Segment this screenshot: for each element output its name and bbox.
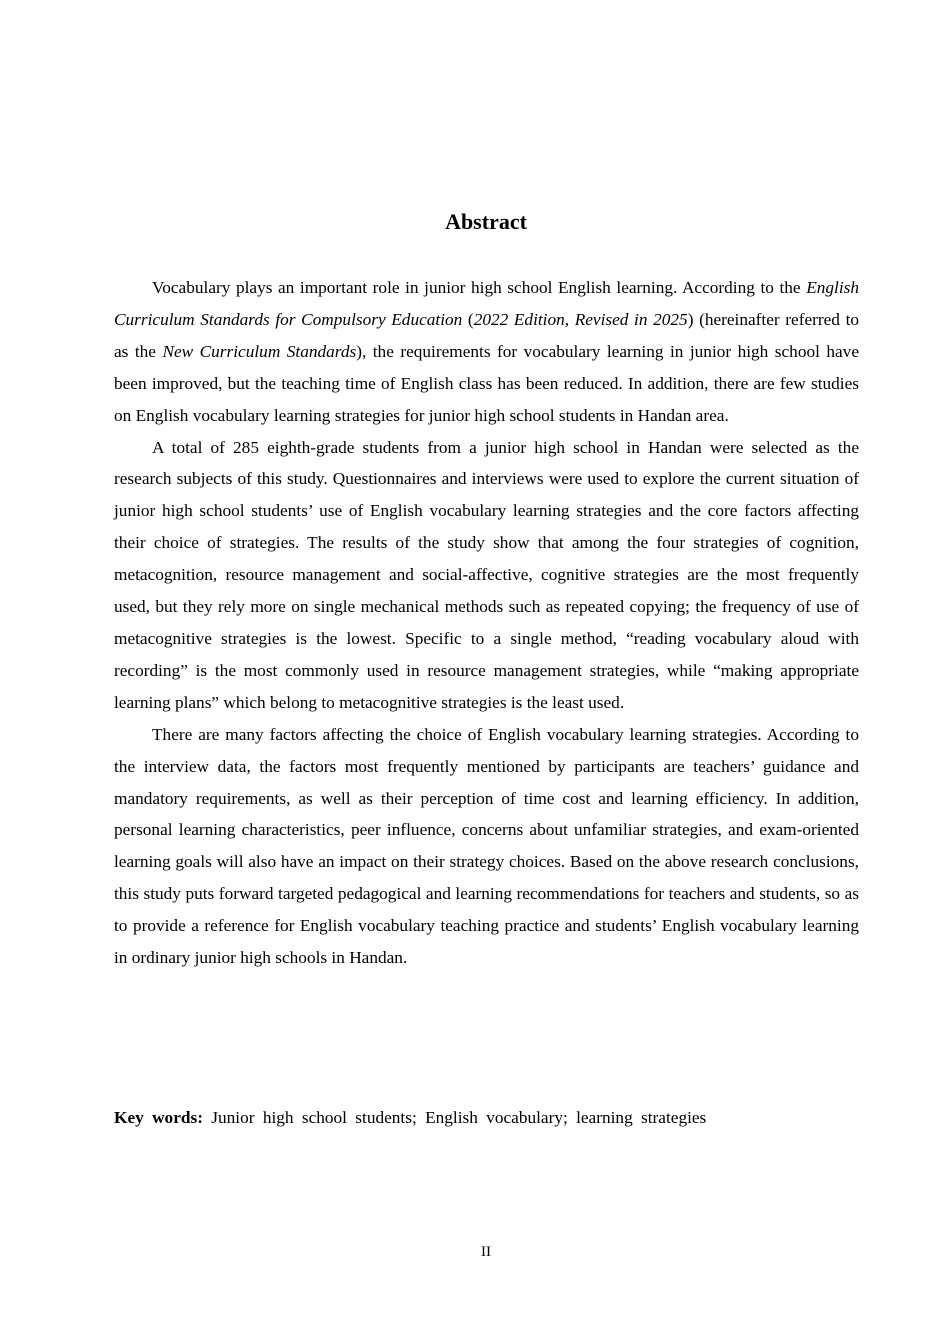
abstract-body — [114, 272, 859, 974]
abstract-paragraph-3 — [114, 719, 859, 974]
paragraph-text-segment: ), the requirements for vocabulary learning in junior high school have been improved, but the teaching time of English class has been reduced. In addition, there are few studies on English vocabulary learning strategies for junior high school students in Handan area. — [114, 341, 859, 425]
abstract-paragraph-2 — [114, 432, 859, 719]
keywords-label: Key words: — [114, 1108, 203, 1127]
paragraph-text-segment: ( — [462, 309, 474, 329]
paragraph-text-segment: Vocabulary plays an important role in junior high school English learning. According to the — [152, 278, 807, 297]
paragraph-text-segment: A total of 285 eighth-grade students from a junior high school in Handan were selected as the research subjects of this study. Questionnaires and interviews were used to explore the current situation of junior high school students’ use of English vocabulary learning strategies and the core factors affecting their choice of strategies. The results of the study show that among the four strategies of cognition, metacognition, resource management and social-affective, cognitive strategies are the most frequently used, but they rely more on single mechanical methods such as repeated copying; the frequency of use of metacognitive strategies is the lowest. Specific to a single method, “reading vocabulary aloud with recording” is the most commonly used in resource management strategies, while “making appropriate learning plans” which belong to metacognitive strategies is the least used. — [114, 437, 859, 712]
paragraph-text-segment: There are many factors affecting the choice of English vocabulary learning strategies. According to the interview data, the factors most frequently mentioned by participants are teachers’ guidance and mandatory requirements, as well as their perception of time cost and learning efficiency. In addition, personal learning characteristics, peer influence, concerns about unfamiliar strategies, and exam-oriented learning goals will also have an impact on their strategy choices. Based on the above research conclusions, this study puts forward targeted pedagogical and learning recommendations for teachers and students, so as to provide a reference for English vocabulary teaching practice and students’ English vocabulary learning in ordinary junior high schools in Handan. — [114, 724, 859, 968]
keywords-value: Junior high school students; English vocabulary; learning strategies — [211, 1108, 707, 1127]
curriculum-standards-title: English Curriculum Standards for Compulsory Education — [114, 278, 859, 329]
page-number: II — [481, 1244, 491, 1260]
abstract-title: Abstract — [445, 209, 527, 234]
edition-note: 2022 Edition, Revised in 2025 — [473, 309, 688, 329]
paragraph-text-segment: ) (hereinafter referred to as the — [114, 309, 860, 361]
abstract-paragraph-1 — [114, 272, 859, 432]
new-curriculum-standards-term: New Curriculum Standards — [162, 341, 357, 361]
keywords-line — [114, 1102, 859, 1134]
